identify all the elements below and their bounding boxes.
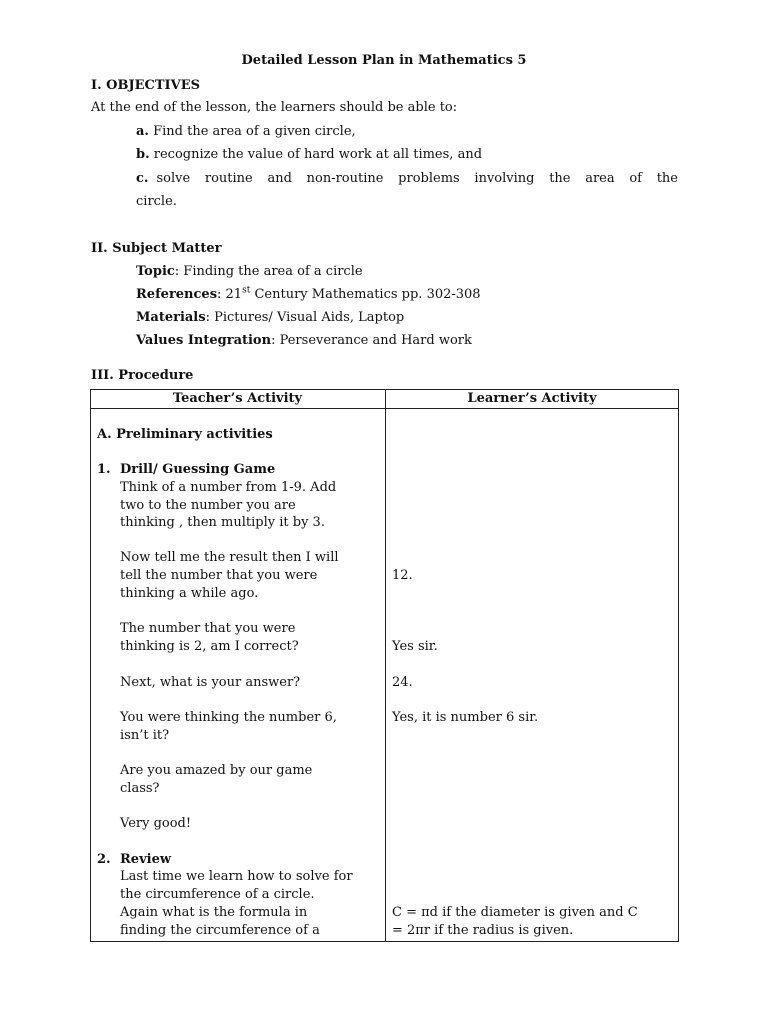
subject-matter-heading: II. Subject Matter	[91, 241, 222, 256]
objective-item-a	[136, 123, 356, 141]
topic-line	[136, 263, 363, 281]
drill-title: Drill/ Guessing Game	[120, 462, 276, 477]
objective-marker: c.	[136, 171, 149, 186]
teacher-text: the circumference of a circle.	[120, 887, 315, 902]
objective-marker: b.	[136, 147, 150, 162]
materials-line	[136, 309, 404, 327]
teacher-text: class?	[120, 781, 160, 796]
column-header-learner: Learner’s Activity	[467, 391, 597, 406]
column-header-teacher: Teacher’s Activity	[172, 391, 303, 406]
teacher-text: thinking a while ago.	[120, 586, 259, 601]
learner-text: 12.	[392, 568, 413, 583]
teacher-text: finding the circumference of a	[120, 923, 320, 938]
learner-text: 24.	[392, 675, 413, 690]
review-title: Review	[120, 852, 172, 867]
learner-text: Yes sir.	[392, 639, 438, 654]
table-column-divider	[385, 389, 386, 942]
teacher-text: You were thinking the number 6,	[120, 710, 337, 725]
references-label: References	[136, 287, 218, 302]
teacher-text: tell the number that you were	[120, 568, 318, 583]
teacher-text: Next, what is your answer?	[120, 675, 301, 690]
teacher-text: Very good!	[120, 816, 192, 831]
values-integration-value: : Perseverance and Hard work	[271, 333, 472, 348]
teacher-text: isn’t it?	[120, 728, 170, 743]
section-preliminary-activities: A. Preliminary activities	[97, 427, 273, 442]
objective-text-continued: circle.	[136, 194, 177, 209]
objectives-heading: I. OBJECTIVES	[91, 78, 200, 93]
learner-text: = 2πr if the radius is given.	[392, 923, 574, 938]
learner-text: Yes, it is number 6 sir.	[392, 710, 539, 725]
teacher-text: Last time we learn how to solve for	[120, 869, 353, 884]
values-integration-line	[136, 332, 472, 350]
references-value: : 21	[217, 287, 243, 302]
document-title: Detailed Lesson Plan in Mathematics 5	[241, 53, 527, 68]
drill-number: 1.	[97, 462, 111, 477]
topic-value: : Finding the area of a circle	[174, 264, 363, 279]
teacher-text: thinking is 2, am I correct?	[120, 639, 299, 654]
teacher-text: The number that you were	[120, 621, 296, 636]
objective-item-c	[136, 170, 678, 188]
objective-text: recognize the value of hard work at all times, and	[153, 147, 483, 162]
teacher-text: thinking , then multiply it by 3.	[120, 515, 325, 530]
procedure-heading: III. Procedure	[91, 368, 194, 383]
values-integration-label: Values Integration	[136, 333, 272, 348]
objective-text: solve routine and non-routine problems involving the area of the	[156, 171, 678, 186]
learner-text: C = πd if the diameter is given and C	[392, 905, 638, 920]
objectives-intro: At the end of the lesson, the learners should be able to:	[91, 100, 458, 115]
review-number: 2.	[97, 852, 111, 867]
teacher-text: Again what is the formula in	[120, 905, 308, 920]
objective-item-b	[136, 146, 482, 164]
references-superscript: st	[242, 285, 251, 296]
objective-marker: a.	[136, 124, 149, 139]
materials-label: Materials	[136, 310, 206, 325]
teacher-text: Think of a number from 1-9. Add	[120, 480, 337, 495]
teacher-text: Are you amazed by our game	[120, 763, 313, 778]
references-value-rest: Century Mathematics pp. 302-308	[250, 287, 481, 302]
teacher-text: Now tell me the result then I will	[120, 550, 339, 565]
materials-value: : Pictures/ Visual Aids, Laptop	[205, 310, 405, 325]
teacher-text: two to the number you are	[120, 498, 296, 513]
topic-label: Topic	[136, 264, 175, 279]
references-line	[136, 286, 481, 304]
objective-text: Find the area of a given circle,	[153, 124, 356, 139]
